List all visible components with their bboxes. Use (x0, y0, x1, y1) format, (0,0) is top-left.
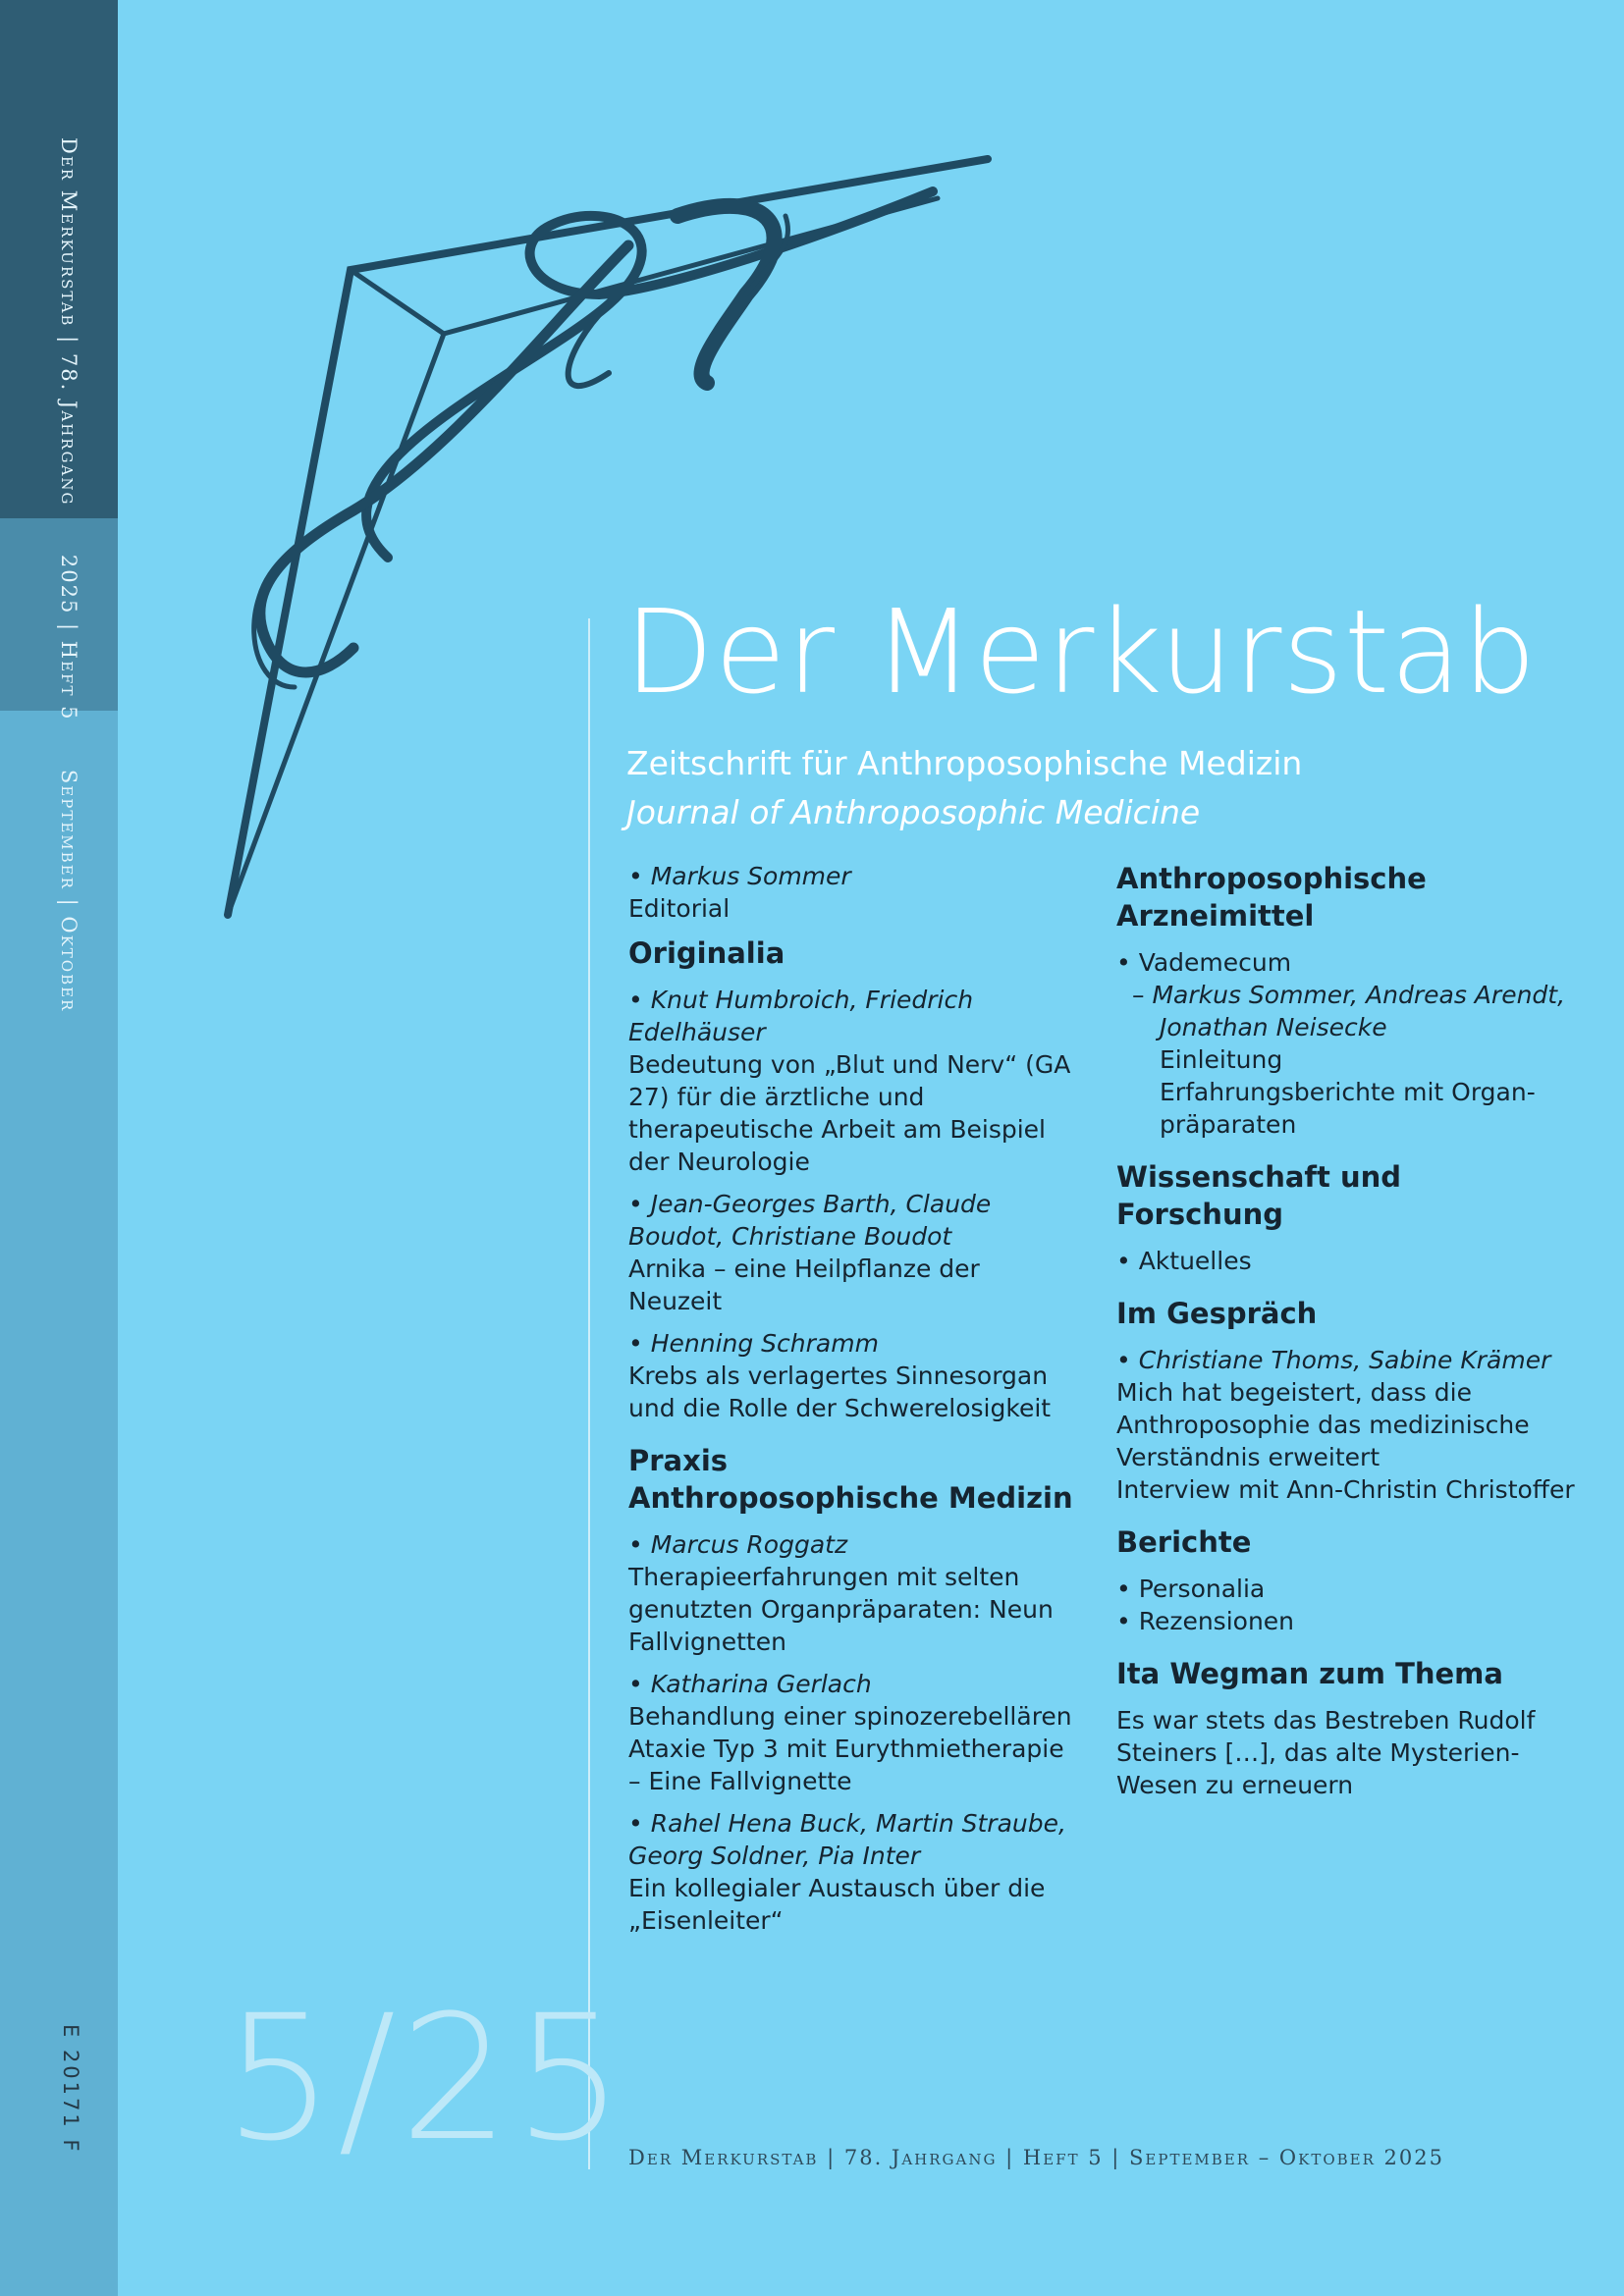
spine-code: E 20171 F (59, 2024, 82, 2155)
entry-title: Personalia (1138, 1575, 1266, 1603)
bullet: • (628, 1190, 643, 1218)
journal-title: Der Merkurstab (624, 584, 1538, 720)
entry-title: Rezensionen (1138, 1607, 1295, 1635)
section-heading-arzneimittel: Anthroposophische Arzneimittel (1116, 862, 1427, 933)
section-heading-gespraech: Im Gespräch (1116, 1297, 1318, 1330)
editorial-entry (628, 860, 1080, 925)
list-item (628, 1188, 1080, 1317)
entry-title: Aktuelles (1138, 1247, 1252, 1275)
bullet: • (1116, 1575, 1131, 1603)
list-item (628, 1528, 1080, 1658)
entry-title: Ein kollegialer Austausch über die „Eisenleiter“ (628, 1874, 1046, 1935)
list-item (628, 1327, 1080, 1424)
spine-year: 2025 (57, 554, 81, 615)
bullet: • (628, 1809, 643, 1838)
section-heading-wissenschaft: Wissenschaft und Forschung (1116, 1160, 1402, 1231)
sub-entry: – Markus Sommer, Andreas Arendt, Jonathan Neisecke (1132, 981, 1566, 1041)
entry-title: Bedeutung von „Blut und Nerv“ (GA 27) für die ärztliche und therapeutische Arbeit am Beispiel der Neurologie (628, 1050, 1071, 1176)
list-item (628, 1807, 1080, 1937)
contents-left-column (628, 860, 1080, 1947)
spine (0, 0, 118, 2296)
spine-text (57, 137, 81, 1012)
entry-author: Henning Schramm (650, 1329, 879, 1358)
bullet: • (628, 862, 643, 890)
list-item (628, 1668, 1080, 1797)
sub-entry-title: Einleitung (1160, 1045, 1283, 1074)
entry-title: Behandlung einer spinozerebellären Ataxie Typ 3 mit Eurythmietherapie – Eine Fallvignette (628, 1702, 1072, 1795)
section-heading-line: Praxis (628, 1444, 729, 1477)
entry-author: Marcus Roggatz (650, 1530, 848, 1559)
divider-rule (588, 618, 590, 2169)
subtitle-german: Zeitschrift für Anthroposophische Medizin (626, 744, 1303, 782)
bullet: • (628, 986, 643, 1014)
bullet: • (1116, 1346, 1131, 1374)
quote-text: Es war stets das Bestreben Rudolf Steiners […], das alte Mysterien-Wesen zu erneuern (1116, 1706, 1536, 1799)
spine-month-start: September (57, 769, 81, 890)
list-item (1116, 1573, 1578, 1637)
entry-author: Markus Sommer, Andreas Arendt, Jonathan Neisecke (1152, 981, 1566, 1041)
spine-month-end: Oktober (57, 916, 81, 1013)
subtitle-english: Journal of Anthroposophic Medicine (626, 793, 1201, 831)
section-heading-line: Anthroposophische Medizin (628, 1481, 1073, 1515)
list-item (1116, 946, 1578, 1141)
spine-separator: | (57, 623, 81, 633)
list-item (1116, 1245, 1578, 1277)
entry-title: Arnika – eine Heilpflanze der Neuzeit (628, 1255, 980, 1315)
section-heading-praxis (628, 1442, 1080, 1517)
spine-separator: | (57, 336, 81, 346)
bullet: • (628, 1670, 643, 1698)
entry-author: Katharina Gerlach (650, 1670, 872, 1698)
entry-title: Vademecum (1138, 948, 1292, 977)
bullet: • (1116, 1247, 1131, 1275)
sub-entry-title: Erfahrungsberichte mit Organ-präparaten (1160, 1078, 1536, 1139)
section-heading-wegman: Ita Wegman zum Thema (1116, 1657, 1503, 1690)
entry-author: Knut Humbroich, Friedrich Edelhäuser (628, 986, 974, 1046)
bullet: • (1116, 1607, 1131, 1635)
entry-title: Mich hat begeistert, dass die Anthroposophie das medizinische Verständnis erweitert (1116, 1378, 1530, 1471)
entry-author: Christiane Thoms, Sabine Krämer (1138, 1346, 1551, 1374)
entry-title: Krebs als verlagertes Sinnesorgan und die Rolle der Schwerelosigkeit (628, 1362, 1052, 1422)
entry-author: Jean-Georges Barth, Claude Boudot, Christiane Boudot (628, 1190, 992, 1251)
spine-journal: Der Merkurstab (57, 137, 81, 328)
entry-author: Rahel Hena Buck, Martin Straube, Georg Soldner, Pia Inter (628, 1809, 1066, 1870)
footer-line: Der Merkurstab | 78. Jahrgang | Heft 5 | September – Oktober 2025 (628, 2146, 1445, 2169)
spine-separator: | (57, 898, 81, 908)
entry-subtitle: Interview mit Ann-Christin Christoffer (1116, 1475, 1575, 1504)
bullet: • (1116, 948, 1131, 977)
bullet: • (628, 1329, 643, 1358)
entry-author: Markus Sommer (650, 862, 851, 890)
list-item (628, 984, 1080, 1178)
spine-volume: 78. Jahrgang (57, 352, 81, 507)
list-item (1116, 1344, 1578, 1506)
spine-issue: Heft 5 (57, 640, 81, 721)
issue-number: 5/25 (224, 1978, 628, 2179)
entry-title: Therapieerfahrungen mit selten genutzten Organpräparaten: Neun Fallvignetten (628, 1563, 1054, 1656)
contents-right-column (1116, 860, 1578, 1819)
bullet: • (628, 1530, 643, 1559)
section-heading-originalia: Originalia (628, 936, 785, 970)
entry-title: Editorial (628, 894, 731, 923)
section-heading-berichte: Berichte (1116, 1525, 1252, 1559)
